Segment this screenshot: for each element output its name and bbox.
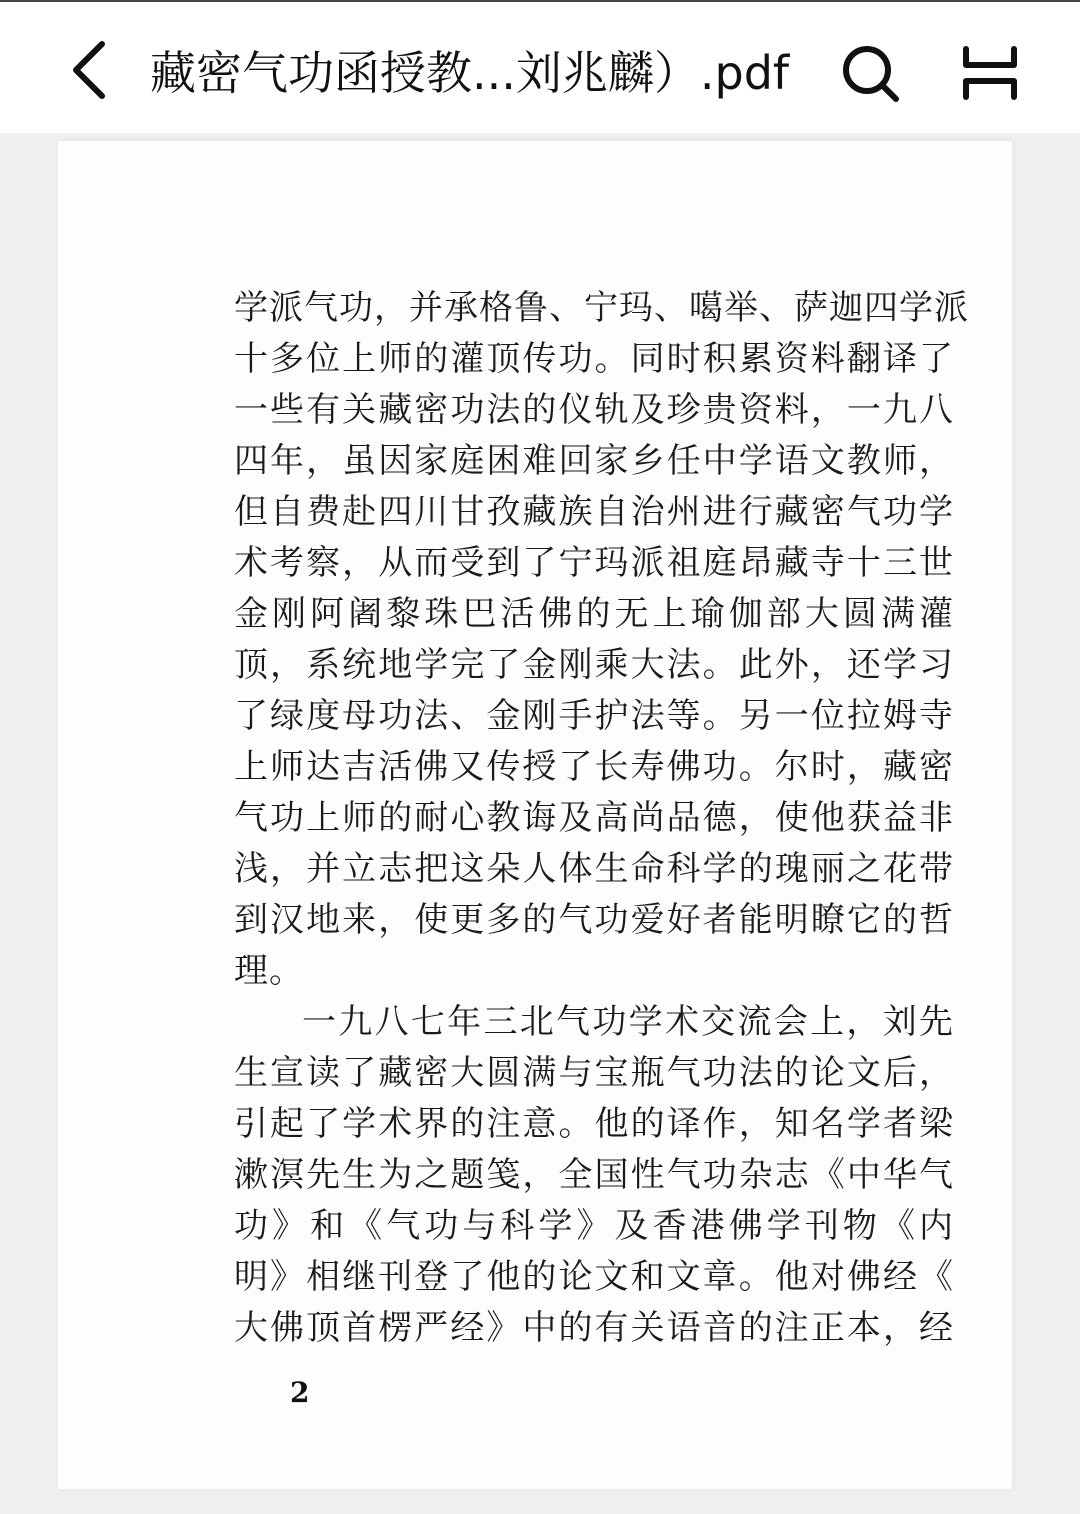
text-line: 金刚阿阇黎珠巴活佛的无上瑜伽部大圆满灌 xyxy=(234,594,954,634)
text-line: 四年，虽因家庭困难回家乡任中学语文教师， xyxy=(234,441,954,481)
text-line: 一些有关藏密功法的仪轨及珍贵资料，一九八 xyxy=(234,390,954,430)
text-line: 到汉地来，使更多的气功爱好者能明瞭它的哲 xyxy=(234,900,954,940)
text-line: 但自费赴四川甘孜藏族自治州进行藏密气功学 xyxy=(234,492,954,532)
text-line: 功》和《气功与科学》及香港佛学刊物《内 xyxy=(234,1206,954,1246)
text-line: 引起了学术界的注意。他的译作，知名学者梁 xyxy=(234,1104,954,1144)
text-line: 大佛顶首楞严经》中的有关语音的注正本，经 xyxy=(234,1308,954,1348)
text-line: 了绿度母功法、金刚手护法等。另一位拉姆寺 xyxy=(234,696,954,736)
text-line: 理。 xyxy=(234,951,304,991)
text-line: 上师达吉活佛又传授了长寿佛功。尔时，藏密 xyxy=(234,747,954,787)
page-number: 2 xyxy=(290,1376,310,1409)
text-line: 漱溟先生为之题笺，全国性气功杂志《中华气 xyxy=(234,1155,954,1195)
document-title: 藏密气功函授教...刘兆麟）.pdf xyxy=(150,46,790,100)
search-button[interactable] xyxy=(835,38,905,108)
pdf-viewer[interactable] xyxy=(0,133,1080,1514)
search-icon xyxy=(839,42,901,104)
top-app-bar xyxy=(0,0,1080,133)
text-line: 气功上师的耐心教诲及高尚品德，使他获益非 xyxy=(234,798,954,838)
chevron-left-icon xyxy=(68,38,112,102)
expand-button[interactable] xyxy=(952,38,1028,108)
text-line: 生宣读了藏密大圆满与宝瓶气功法的论文后， xyxy=(234,1053,954,1093)
text-line: 明》相继刊登了他的论文和文章。他对佛经《 xyxy=(234,1257,954,1297)
text-line: 学派气功，并承格鲁、宁玛、噶举、萨迦四学派 xyxy=(234,288,969,328)
text-line: 十多位上师的灌顶传功。同时积累资料翻译了 xyxy=(234,339,954,379)
text-line: 一九八七年三北气功学术交流会上，刘先 xyxy=(302,1002,954,1042)
text-line: 顶，系统地学完了金刚乘大法。此外，还学习 xyxy=(234,645,954,685)
expand-icon xyxy=(960,45,1020,101)
page-body-text xyxy=(234,283,969,1354)
pdf-page[interactable] xyxy=(58,141,1012,1489)
text-line: 浅，并立志把这朵人体生命科学的瑰丽之花带 xyxy=(234,849,954,889)
text-line: 术考察，从而受到了宁玛派祖庭昂藏寺十三世 xyxy=(234,543,954,583)
back-button[interactable] xyxy=(58,38,122,102)
